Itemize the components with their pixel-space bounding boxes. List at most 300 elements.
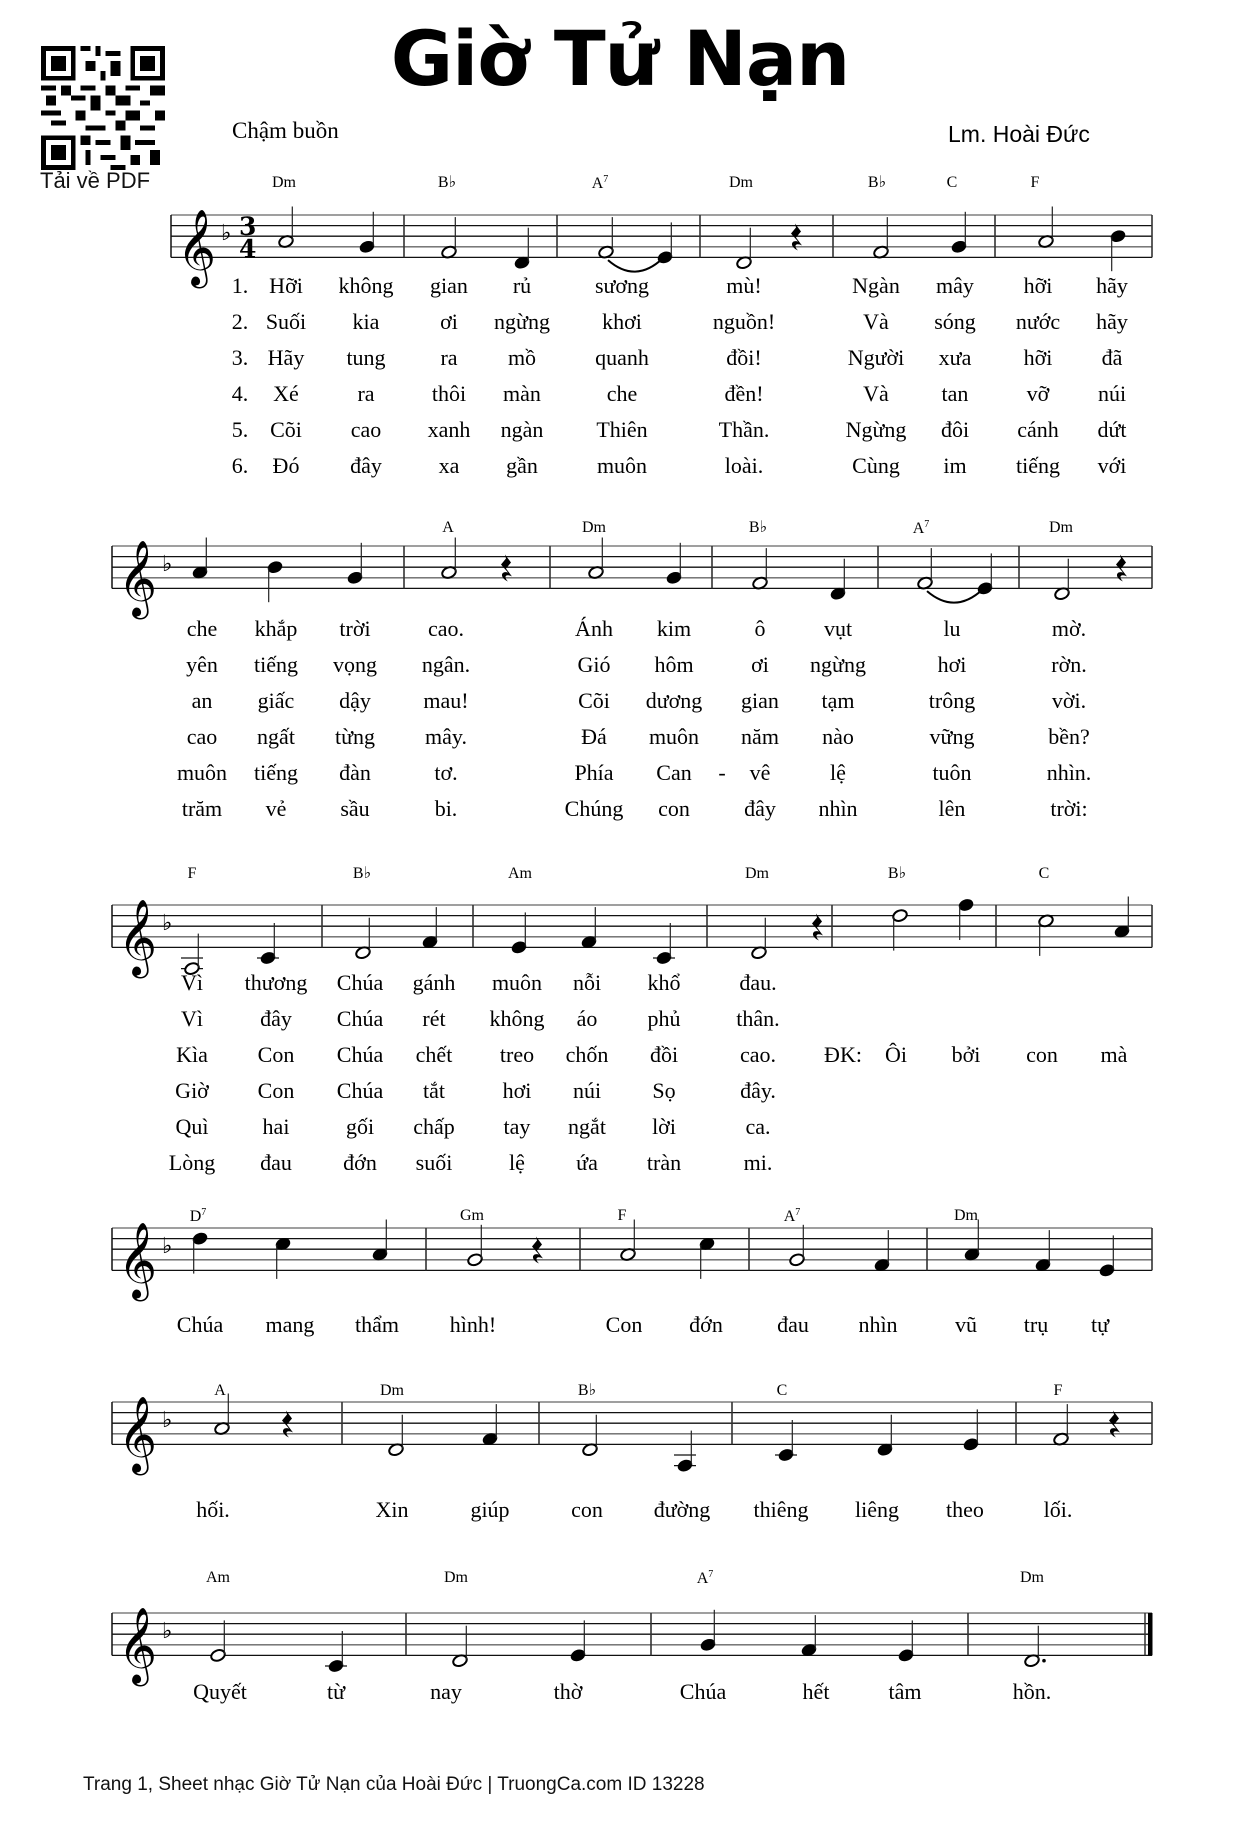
lyric-word: thiêng	[753, 1497, 809, 1522]
lyric-word: cao	[350, 417, 382, 442]
lyric-word: ơi	[751, 652, 769, 677]
lyric-word: ra	[357, 381, 375, 406]
staff-system-3	[112, 897, 1152, 979]
chord-symbol: F	[1030, 174, 1040, 191]
note-icon	[467, 1225, 484, 1267]
lyric-word: phủ	[647, 1006, 681, 1031]
note-icon	[1099, 1235, 1116, 1277]
chord-symbol: C	[946, 174, 958, 191]
chord-symbol: Dm	[1049, 519, 1073, 536]
lyric-word: ca.	[745, 1114, 771, 1139]
lyric-word: hai	[262, 1114, 290, 1139]
lyric-word: tự	[1090, 1312, 1110, 1337]
note-icon	[588, 538, 605, 580]
lyric-word: cao	[186, 724, 218, 749]
lyric-word: không	[338, 273, 394, 298]
lyric-word: gối	[345, 1114, 375, 1139]
lyric-word: muôn	[491, 970, 543, 995]
lyric-word: Người	[847, 345, 905, 370]
lyric-word: chết	[415, 1042, 453, 1067]
note-icon	[898, 1620, 915, 1662]
lyric-word: đường	[653, 1497, 711, 1522]
lyric-word: Thiên	[596, 417, 648, 442]
chord-symbol: Gm	[460, 1207, 484, 1224]
lyric-word: Cùng	[852, 453, 900, 478]
lyric-word: hãy	[1096, 273, 1128, 298]
lyric-word: Cõi	[578, 688, 610, 713]
lyric-word: xa	[438, 453, 460, 478]
lyric-word: mờ.	[1051, 616, 1087, 641]
lyric-word: Kìa	[176, 1042, 208, 1067]
lyric-word: màn	[503, 381, 541, 406]
song-title: Giờ Tử Nạn	[390, 14, 850, 103]
lyric-word: Chúa	[176, 1312, 224, 1337]
note-icon	[278, 207, 295, 249]
lyric-word: Và	[863, 381, 889, 406]
lyric-word: trời:	[1050, 796, 1088, 821]
note-icon	[192, 1231, 209, 1273]
chord-symbol: Am	[508, 865, 532, 882]
lyric-word: Thần.	[718, 417, 770, 442]
note-icon	[877, 1415, 894, 1457]
lyric-word: ngất	[257, 724, 295, 749]
chord-symbol: A	[214, 1382, 226, 1399]
flat-key-signature-icon: ♭	[162, 911, 173, 937]
lyric-word: kia	[352, 309, 380, 334]
chord-symbol: B♭	[887, 865, 907, 882]
lyric-word: mau!	[423, 688, 469, 713]
note-icon	[275, 1237, 292, 1279]
lyric-word: Vì	[181, 1006, 203, 1031]
chord-symbol: Dm	[272, 174, 296, 191]
lyric-word: khắp	[254, 616, 298, 641]
note-icon	[700, 1610, 717, 1652]
lyric-word: đớn	[689, 1312, 723, 1337]
lyric-word: che	[606, 381, 638, 406]
lyric-word: trăm	[181, 796, 223, 821]
note-icon	[1054, 559, 1071, 601]
chord-symbol: $D^7$	[189, 1207, 207, 1225]
note-icon	[372, 1220, 389, 1262]
lyric-word: Quì	[175, 1114, 209, 1139]
note-icon	[388, 1415, 405, 1457]
lyric-word: xanh	[427, 417, 471, 442]
chord-symbol: Dm	[582, 519, 606, 536]
note-icon	[674, 1431, 696, 1473]
lyric-word: tiếng	[1016, 453, 1060, 478]
lyric-word: từ	[326, 1679, 346, 1704]
lyric-word: con	[571, 1497, 603, 1522]
lyric-word: đây	[744, 796, 776, 821]
lyric-word: con	[658, 796, 690, 821]
lyric-word: nhìn.	[1046, 760, 1092, 785]
lyric-word: tạm	[821, 688, 855, 713]
chord-symbol: $A^7$	[591, 174, 609, 192]
note-icon	[359, 212, 376, 254]
lyric-word: muôn	[596, 453, 648, 478]
lyric-word: núi	[1097, 381, 1127, 406]
treble-clef-icon: 𝄞	[118, 1606, 158, 1684]
note-icon	[422, 907, 439, 949]
lyric-word: vỡ	[1026, 381, 1050, 406]
lyric-word: mà	[1100, 1042, 1128, 1067]
lyric-word: thờ	[553, 1679, 583, 1704]
lyric-word: an	[191, 688, 213, 713]
chord-symbol: F	[617, 1207, 627, 1224]
lyric-word: tắt	[423, 1078, 445, 1103]
lyric-word: Đó	[272, 453, 300, 478]
lyric-word: dậy	[339, 688, 371, 713]
lyric-word: Con	[605, 1312, 643, 1337]
note-icon	[192, 538, 209, 580]
lyric-word: đã	[1101, 345, 1123, 370]
flat-key-signature-icon: ♭	[162, 1234, 173, 1260]
chord-symbol: C	[776, 1382, 788, 1399]
chord-symbol: $A^7$	[912, 519, 930, 537]
lyric-word: Xin	[375, 1497, 409, 1522]
lyric-word: 2.	[231, 309, 249, 334]
lyric-word: đền!	[724, 381, 764, 406]
lyric-word: Sọ	[652, 1078, 676, 1103]
lyric-word: lên	[938, 796, 966, 821]
lyric-word: hơi	[937, 652, 967, 677]
lyric-word: Xé	[273, 381, 299, 406]
note-icon	[666, 543, 683, 585]
lyric-word: khơi	[602, 309, 642, 334]
note-icon	[620, 1220, 637, 1262]
flat-key-signature-icon: ♭	[162, 1408, 173, 1434]
download-pdf-link[interactable]: Tải về PDF	[40, 168, 151, 193]
lyric-word: Chúa	[679, 1679, 727, 1704]
lyric-word: nay	[430, 1679, 462, 1704]
lyric-word: nào	[822, 724, 854, 749]
lyric-word: 3.	[231, 345, 249, 370]
lyric-word: từng	[334, 724, 376, 749]
lyric-word: Con	[257, 1042, 295, 1067]
note-icon	[958, 898, 975, 940]
lyric-word: nguồn!	[712, 309, 776, 334]
lyric-word: Giờ	[175, 1078, 209, 1103]
lyric-word: đồi!	[726, 345, 762, 370]
lyric-word: đau	[260, 1150, 292, 1175]
note-icon	[775, 1420, 797, 1462]
lyric-word: sương	[594, 273, 650, 298]
chord-symbol: A	[442, 519, 454, 536]
composer: Lm. Hoài Đức	[948, 121, 1090, 147]
note-icon	[482, 1404, 499, 1446]
lyric-word: cánh	[1017, 417, 1059, 442]
lyric-word: bi.	[434, 796, 458, 821]
note-icon	[873, 217, 890, 259]
lyric-word: nỗi	[572, 970, 602, 995]
note-icon	[789, 1225, 806, 1267]
note-icon	[1038, 207, 1055, 249]
lyric-word: áo	[576, 1006, 598, 1031]
lyric-word: đôi	[940, 417, 970, 442]
lyric-word: lệ	[830, 760, 846, 785]
lyric-word: vê	[749, 760, 771, 785]
lyric-word: Gió	[577, 652, 611, 677]
note-icon	[801, 1615, 818, 1657]
lyric-word: tiếng	[254, 760, 298, 785]
note-icon	[355, 918, 372, 960]
lyric-word: tiếng	[254, 652, 298, 677]
lyric-word: kim	[656, 616, 692, 641]
lyric-word: khổ	[647, 970, 681, 995]
lyric-word: nước	[1015, 309, 1061, 334]
lyric-word: chốn	[565, 1042, 609, 1067]
lyric-word: hôm	[654, 652, 694, 677]
lyric-word: chấp	[413, 1114, 455, 1139]
lyric-word: lối.	[1043, 1497, 1073, 1522]
lyric-word: ô	[754, 616, 766, 641]
note-icon	[736, 228, 753, 270]
lyric-word: tuôn	[932, 760, 972, 785]
lyric-word: Cõi	[270, 417, 302, 442]
lyric-word: đàn	[339, 760, 371, 785]
lyric-word: Suối	[265, 309, 307, 334]
note-icon	[830, 559, 847, 601]
lyric-word: gian	[430, 273, 468, 298]
lyric-word: vọng	[333, 652, 377, 677]
staff-system-4	[112, 1220, 1152, 1302]
lyric-word: 1.	[231, 273, 249, 298]
lyric-word: 4.	[231, 381, 249, 406]
lyric-word: liêng	[855, 1497, 899, 1522]
lyric-word: rờn.	[1051, 652, 1087, 677]
chord-symbol: F	[1053, 1382, 1063, 1399]
note-icon	[1110, 229, 1127, 271]
chord-symbol: Dm	[954, 1207, 978, 1224]
lyric-word: đây.	[740, 1078, 776, 1103]
lyric-word: hồn.	[1012, 1679, 1052, 1704]
lyric-word: Chúng	[564, 796, 624, 821]
note-icon	[441, 538, 458, 580]
note-icon	[1035, 1230, 1052, 1272]
lyric-word: Quyết	[193, 1679, 247, 1704]
lyric-word: ra	[440, 345, 458, 370]
chord-symbol: C	[1038, 865, 1050, 882]
lyric-word: suối	[415, 1150, 453, 1175]
lyric-word: thương	[244, 970, 308, 995]
lyric-word: hỡi	[1023, 345, 1053, 370]
note-icon	[210, 1620, 227, 1662]
lyric-word: hối.	[196, 1497, 230, 1522]
lyric-word: ngắt	[568, 1114, 606, 1139]
lyric-word: Can	[656, 760, 692, 785]
lyric-word: hãy	[1096, 309, 1128, 334]
treble-clef-icon: 𝄞	[118, 898, 158, 976]
lyric-word: Chúa	[336, 1042, 384, 1067]
lyric-word: ngừng	[494, 309, 550, 334]
lyric-word: loài.	[724, 453, 764, 478]
lyric-word: trụ	[1023, 1312, 1049, 1337]
lyric-word: mang	[265, 1312, 315, 1337]
lyric-word: vụt	[823, 616, 853, 641]
note-icon	[267, 560, 284, 602]
lyric-word: cao.	[739, 1042, 777, 1067]
staff-system-6	[112, 1606, 1153, 1686]
lyric-word: bởi	[951, 1042, 981, 1067]
lyric-word: tan	[941, 381, 969, 406]
note-icon	[257, 923, 279, 965]
treble-clef-icon: 𝄞	[118, 1221, 158, 1299]
lyric-word: vũ	[955, 1312, 977, 1337]
lyric-word: ngàn	[500, 417, 544, 442]
lyric-word: đau	[777, 1312, 809, 1337]
note-icon	[452, 1626, 469, 1668]
staff-system-2	[112, 538, 1152, 620]
lyric-word: Hỡi	[269, 273, 303, 298]
lyric-word: thôi	[431, 381, 467, 406]
chord-symbol: Dm	[729, 174, 753, 191]
lyric-word: tràn	[646, 1150, 682, 1175]
lyric-word: muôn	[648, 724, 700, 749]
lyric-word: đây	[350, 453, 382, 478]
lyric-word: Chúa	[336, 970, 384, 995]
lyric-word: quanh	[595, 345, 649, 370]
lyric-word: mi.	[743, 1150, 773, 1175]
lyric-word: năm	[741, 724, 779, 749]
lyric-word: giấc	[257, 688, 295, 713]
lyric-word: ĐK:	[824, 1042, 862, 1067]
time-signature-bottom: 4	[239, 234, 257, 264]
lyric-word: Ánh	[575, 616, 613, 641]
lyric-word: thẩm	[355, 1312, 399, 1337]
lyric-word: Ngừng	[845, 417, 907, 442]
lyric-word: Phía	[574, 760, 614, 785]
lyric-word: sầu	[340, 796, 370, 821]
lyric-word: rét	[422, 1006, 446, 1031]
note-icon	[347, 543, 364, 585]
note-icon	[1114, 897, 1131, 939]
lyric-word: rủ	[512, 273, 532, 298]
chord-symbol: $A^7$	[696, 1569, 714, 1587]
lyric-word: mù!	[726, 273, 762, 298]
lyric-word: theo	[946, 1497, 984, 1522]
lyric-word: ngân.	[421, 652, 471, 677]
lyric-word: trông	[928, 688, 976, 713]
lyric-word: Chúa	[336, 1006, 384, 1031]
lyric-word: Con	[257, 1078, 295, 1103]
lyric-word: gần	[506, 453, 538, 478]
lyric-word: gánh	[412, 970, 456, 995]
lyric-word: tâm	[888, 1679, 922, 1704]
chord-symbol: B♭	[437, 174, 457, 191]
lyric-word: lệ	[509, 1150, 525, 1175]
lyric-word: Chúa	[336, 1078, 384, 1103]
lyric-word: đau.	[739, 970, 777, 995]
chord-symbol: B♭	[867, 174, 887, 191]
lyric-word: thân.	[736, 1006, 780, 1031]
lyric-word: mây.	[425, 724, 467, 749]
note-icon	[214, 1394, 231, 1436]
treble-clef-icon: 𝄞	[118, 539, 158, 617]
lyric-word: hình!	[449, 1312, 497, 1337]
lyric-word: treo	[499, 1042, 535, 1067]
lyric-word: Vì	[181, 970, 203, 995]
lyric-word: tung	[346, 345, 386, 370]
note-icon	[752, 548, 769, 590]
lyric-word: không	[489, 1006, 545, 1031]
lyric-word: vời.	[1051, 688, 1087, 713]
note-icon	[582, 1415, 599, 1457]
lyric-word: che	[186, 616, 218, 641]
lyric-word: đây	[260, 1006, 292, 1031]
page-footer: Trang 1, Sheet nhạc Giờ Tử Nạn của Hoài Đức | TruongCa.com ID 13228	[83, 1774, 705, 1795]
lyric-word: yên	[186, 652, 218, 677]
lyric-word: giúp	[470, 1497, 510, 1522]
lyric-word: lu	[943, 616, 961, 641]
treble-clef-icon: 𝄞	[177, 208, 217, 286]
lyric-word: sóng	[934, 309, 976, 334]
lyric-word: Đá	[581, 724, 607, 749]
lyric-word: hỡi	[1023, 273, 1053, 298]
lyric-word: hết	[802, 1679, 830, 1704]
lyric-word: cao.	[427, 616, 465, 641]
note-icon	[657, 222, 674, 264]
lyric-word: Ôi	[885, 1042, 907, 1067]
lyric-word: xưa	[938, 345, 972, 370]
staff-system-1	[171, 207, 1152, 289]
treble-clef-icon: 𝄞	[118, 1395, 158, 1473]
lyric-word: trời	[339, 616, 371, 641]
lyric-word: dứt	[1097, 417, 1127, 442]
flat-key-signature-icon: ♭	[162, 1619, 173, 1645]
lyric-word: Ngàn	[852, 273, 900, 298]
lyric-word: vẻ	[265, 796, 287, 821]
chord-symbol: Dm	[745, 865, 769, 882]
note-icon	[441, 217, 458, 259]
lyric-word: mồ	[507, 345, 537, 370]
note-icon	[581, 907, 598, 949]
staff-system-5	[112, 1394, 1152, 1476]
note-icon	[699, 1237, 716, 1279]
note-icon	[964, 1220, 981, 1262]
lyric-word: mây	[936, 273, 974, 298]
lyric-word: núi	[572, 1078, 602, 1103]
lyric-word: im	[943, 453, 967, 478]
chord-symbol: Am	[206, 1569, 230, 1586]
chord-symbol: Dm	[380, 1382, 404, 1399]
lyric-word: ơi	[440, 309, 458, 334]
note-icon	[570, 1620, 587, 1662]
chord-symbol: B♭	[352, 865, 372, 882]
note-icon	[751, 918, 768, 960]
chord-symbol: $A^7$	[783, 1207, 801, 1225]
note-icon	[514, 228, 531, 270]
chord-symbol: Dm	[444, 1569, 468, 1586]
lyric-word: muôn	[176, 760, 228, 785]
lyric-word: vững	[929, 724, 975, 749]
note-icon	[325, 1631, 347, 1673]
note-icon	[653, 923, 675, 965]
flat-key-signature-icon: ♭	[221, 221, 232, 247]
lyric-word: Hãy	[267, 345, 305, 370]
lyric-word: gian	[741, 688, 779, 713]
chord-symbol: B♭	[748, 519, 768, 536]
lyric-word: 6.	[231, 453, 249, 478]
chord-symbol: Dm	[1020, 1569, 1044, 1586]
chord-symbol: B♭	[577, 1382, 597, 1399]
lyric-word: ngừng	[810, 652, 866, 677]
lyric-word: hơi	[502, 1078, 532, 1103]
tempo-marking: Chậm buồn	[232, 118, 339, 143]
lyric-word: đớn	[343, 1150, 377, 1175]
lyric-word: Và	[863, 309, 889, 334]
lyric-word: với	[1097, 453, 1127, 478]
lyric-word: nhìn	[858, 1312, 898, 1337]
